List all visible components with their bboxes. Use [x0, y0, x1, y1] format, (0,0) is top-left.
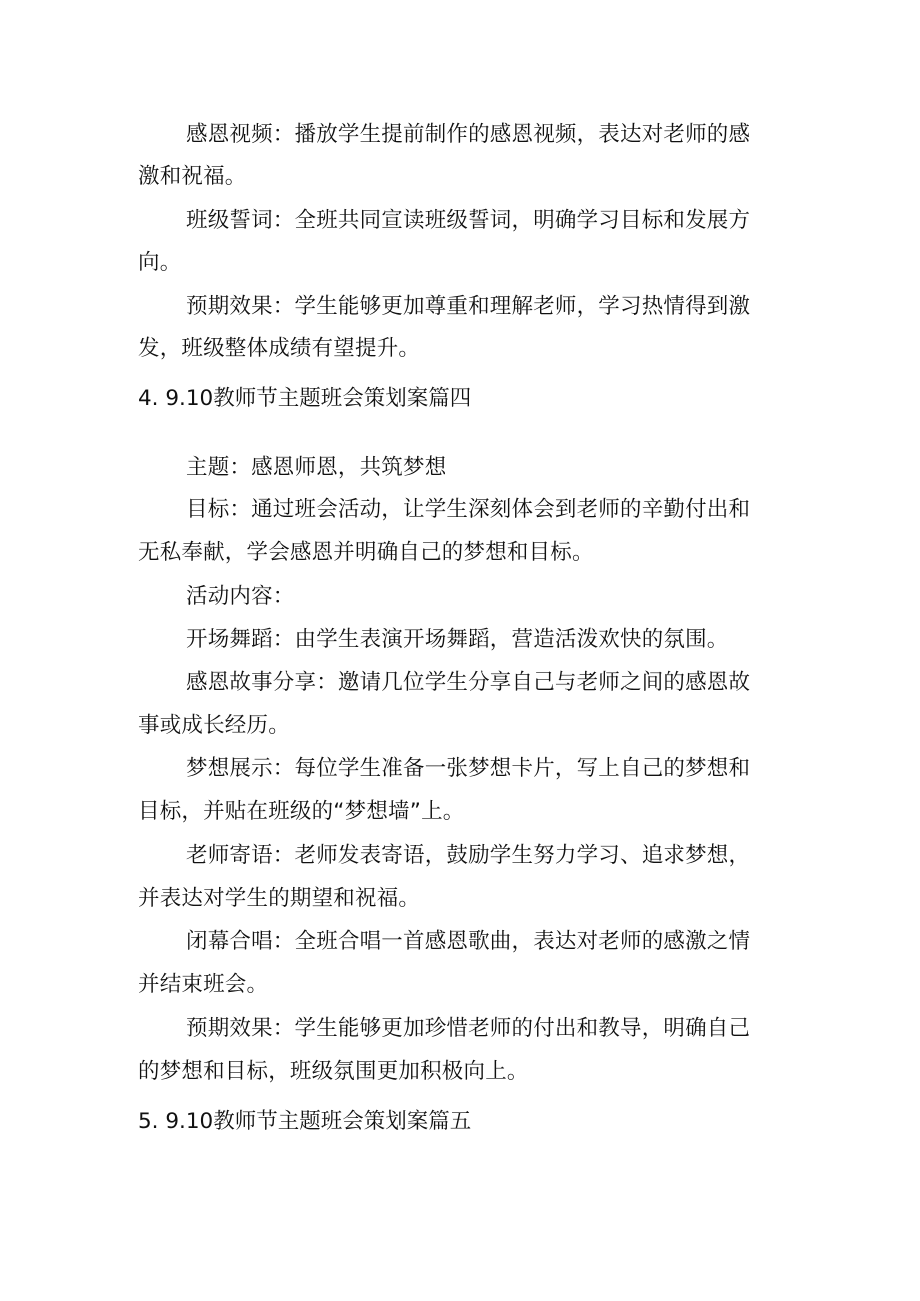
dream-paragraph-line2: 目标，并贴在班级的“梦想墙”上。 [138, 799, 465, 824]
goal-paragraph-line1: 目标：通过班会活动，让学生深刻体会到老师的辛勤付出和 [186, 497, 751, 522]
goal-paragraph-line2: 无私奉献，学会感恩并明确自己的梦想和目标。 [138, 540, 594, 565]
section5-heading: 5. 9.10教师节主题班会策划案篇五 [138, 1109, 472, 1134]
dance-line: 开场舞蹈：由学生表演开场舞蹈，营造活泼欢快的氛围。 [186, 627, 729, 652]
video-paragraph-line1: 感恩视频：播放学生提前制作的感恩视频，表达对老师的感 [186, 122, 751, 147]
theme-line: 主题：感恩师恩，共筑梦想 [186, 455, 447, 480]
effect3-paragraph-line2: 发，班级整体成绩有望提升。 [138, 336, 421, 361]
dream-paragraph-line1: 梦想展示：每位学生准备一张梦想卡片，写上自己的梦想和 [186, 756, 751, 781]
content-label: 活动内容： [186, 584, 295, 609]
chorus-paragraph-line2: 并结束班会。 [138, 972, 269, 997]
effect4-paragraph-line1: 预期效果：学生能够更加珍惜老师的付出和教导，明确自己 [186, 1016, 751, 1041]
chorus-paragraph-line1: 闭幕合唱：全班合唱一首感恩歌曲，表达对老师的感激之情 [186, 929, 751, 954]
effect3-paragraph-line1: 预期效果：学生能够更加尊重和理解老师，学习热情得到激 [186, 294, 751, 319]
teacher-paragraph-line1: 老师寄语：老师发表寄语，鼓励学生努力学习、追求梦想， [186, 843, 751, 868]
oath-paragraph-line1: 班级誓词：全班共同宣读班级誓词，明确学习目标和发展方 [186, 208, 751, 233]
video-paragraph-line2: 激和祝福。 [138, 164, 247, 189]
effect4-paragraph-line2: 的梦想和目标，班级氛围更加积极向上。 [138, 1059, 529, 1084]
teacher-paragraph-line2: 并表达对学生的期望和祝福。 [138, 886, 421, 911]
oath-paragraph-line2: 向。 [138, 250, 182, 275]
story-paragraph-line1: 感恩故事分享：邀请几位学生分享自己与老师之间的感恩故 [186, 670, 751, 695]
section4-heading: 4. 9.10教师节主题班会策划案篇四 [138, 386, 472, 411]
story-paragraph-line2: 事或成长经历。 [138, 713, 290, 738]
